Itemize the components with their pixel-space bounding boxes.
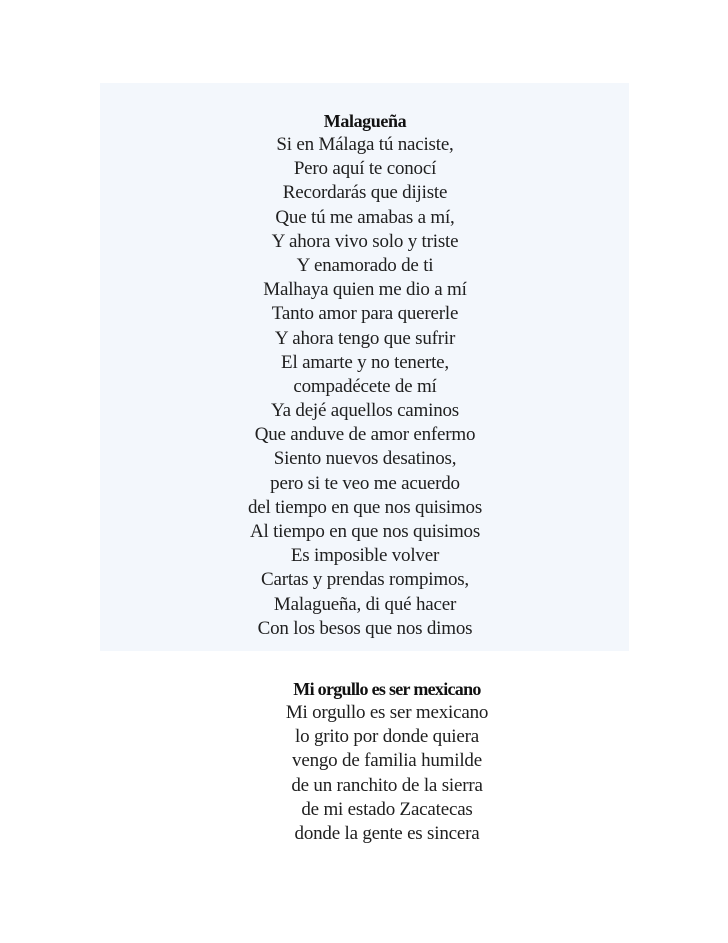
poem-line: Y ahora tengo que sufrir	[274, 327, 456, 349]
poem-line: Siento nuevos desatinos,	[273, 448, 457, 470]
poem-line: del tiempo en que nos quisimos	[247, 496, 483, 518]
poem-line: donde la gente es sincera	[294, 822, 480, 844]
poem-line: pero si te veo me acuerdo	[270, 472, 460, 494]
poem-title: Malagueña	[323, 111, 407, 131]
poem-title: Mi orgullo es ser mexicano	[293, 679, 481, 699]
poem-line: Es imposible volver	[290, 545, 440, 567]
poem-line: Y ahora vivo solo y triste	[271, 230, 459, 252]
poem-line: Malhaya quien me dio a mí	[263, 279, 467, 301]
poem-mi-orgullo	[262, 677, 512, 846]
poem-line: El amarte y no tenerte,	[281, 351, 449, 373]
poem-line: Que tú me amabas a mí,	[275, 206, 455, 228]
poem-line: de mi estado Zacatecas	[301, 798, 473, 820]
poem-line: Tanto amor para quererle	[271, 303, 459, 325]
poem-line: Con los besos que nos dimos	[257, 617, 473, 639]
poem-line: Malagueña, di qué hacer	[273, 593, 457, 615]
poem-line: Al tiempo en que nos quisimos	[249, 521, 481, 542]
poem-line: lo grito por donde quiera	[295, 726, 479, 748]
poem-line: de un ranchito de la sierra	[291, 774, 483, 796]
poem-line: Que anduve de amor enfermo	[254, 424, 476, 446]
poem-line: vengo de familia humilde	[292, 750, 482, 772]
poem-line: Mi orgullo es ser mexicano	[285, 702, 489, 723]
poem-line: Pero aquí te conocí	[293, 158, 437, 180]
poem-line: Y enamorado de ti	[296, 254, 434, 276]
poem-line: Ya dejé aquellos caminos	[271, 400, 459, 422]
poem-line: Cartas y prendas rompimos,	[261, 569, 469, 591]
poem-line: Si en Málaga tú naciste,	[276, 134, 454, 155]
poem-malaguena	[230, 109, 500, 641]
poem-line: compadécete de mí	[293, 375, 437, 397]
poem-line: Recordarás que dijiste	[282, 182, 448, 204]
